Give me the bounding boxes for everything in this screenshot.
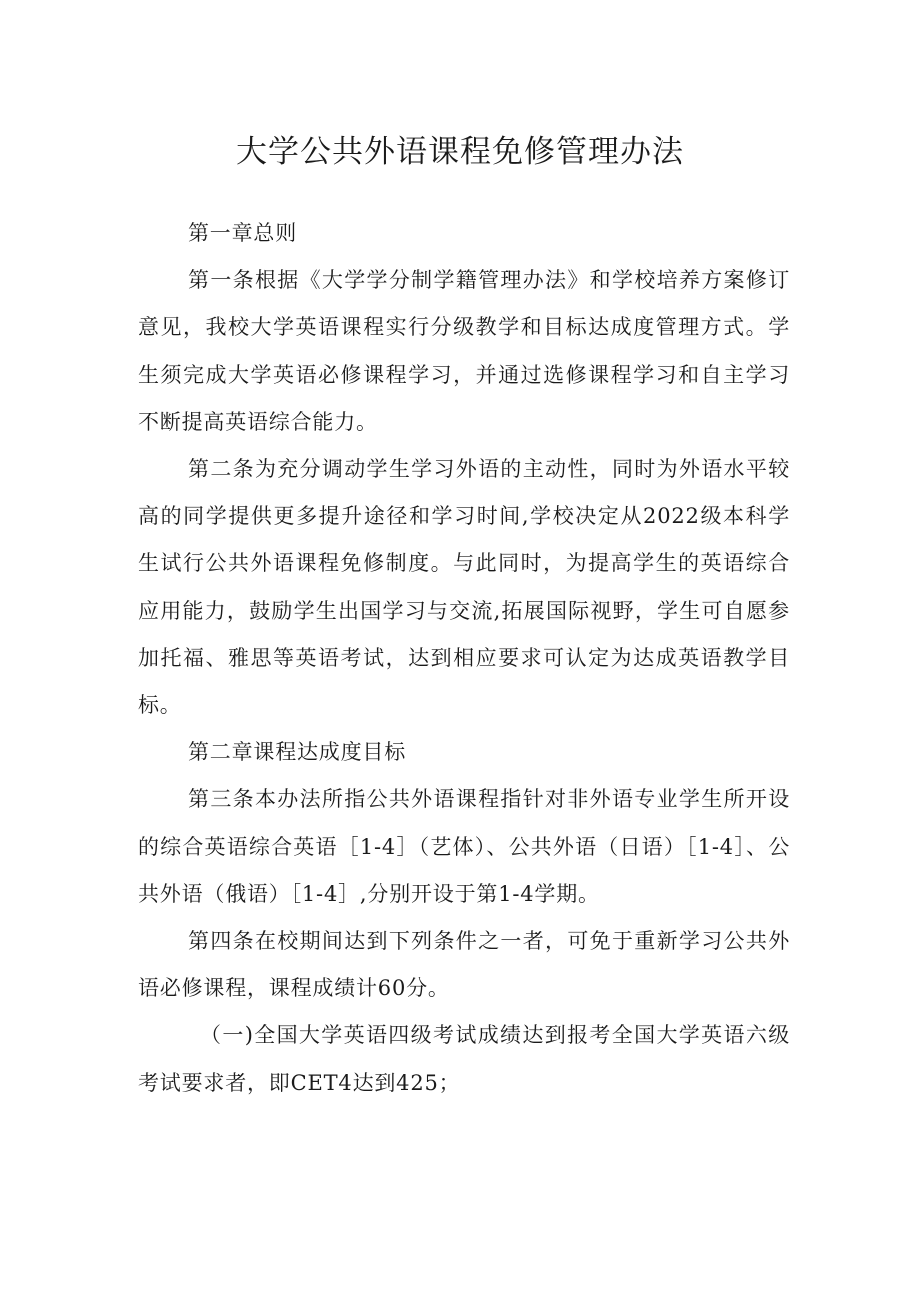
article-3-paragraph: 第三条本办法所指公共外语课程指针对非外语专业学生所开设的综合英语综合英语［1-4］（艺体）、公共外语（日语）［1-4］、公共外语（俄语）［1-4］,分别开设于第1-4学期。: [138, 787, 790, 906]
document-body: [138, 210, 790, 1107]
article-2-paragraph: 第二条为充分调动学生学习外语的主动性，同时为外语水平较高的同学提供更多提升途径和学习时间,学校决定从2022级本科学生试行公共外语课程免修制度。与此同时，为提高学生的英语综合应用能力，鼓励学生出国学习与交流,拓展国际视野，学生可自愿参加托福、雅思等英语考试，达到相应要求可认定为达成英语教学目标。: [138, 457, 790, 718]
condition-item-1: （一)全国大学英语四级考试成绩达到报考全国大学英语六级考试要求者，即CET4达到425；: [138, 1023, 790, 1095]
document-title: 大学公共外语课程免修管理办法: [236, 134, 684, 170]
article-1-paragraph: 第一条根据《大学学分制学籍管理办法》和学校培养方案修订意见，我校大学英语课程实行分级教学和目标达成度管理方式。学生须完成大学英语必修课程学习，并通过选修课程学习和自主学习不断提高英语综合能力。: [138, 268, 790, 434]
chapter-heading-1: 第一章总则: [188, 221, 297, 245]
chapter-heading-2: 第二章课程达成度目标: [188, 740, 406, 765]
article-4-paragraph: 第四条在校期间达到下列条件之一者，可免于重新学习公共外语必修课程，课程成绩计60分。: [138, 929, 790, 1001]
